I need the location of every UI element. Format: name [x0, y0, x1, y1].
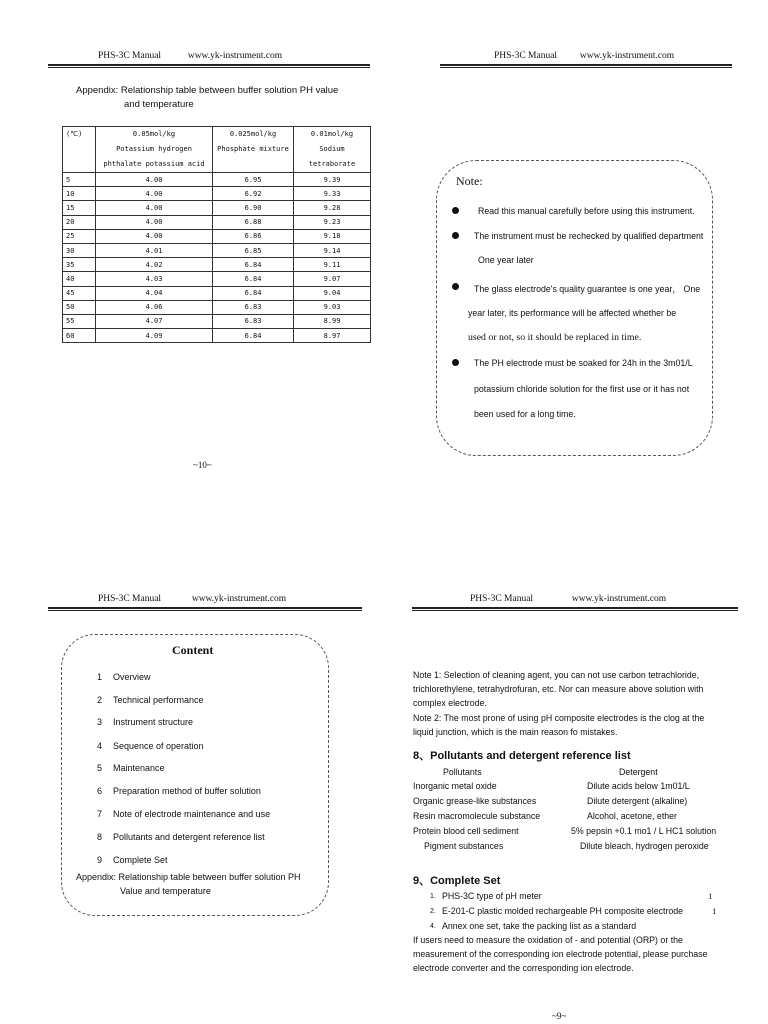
- table-cell: 6.95: [213, 173, 294, 187]
- table-cell: 4.00: [96, 201, 213, 215]
- table-cell: 4.06: [96, 300, 213, 314]
- table-header-tetraborate: 0.01mol/kg Sodium tetraborate: [294, 127, 371, 173]
- header-rule: [440, 64, 732, 68]
- detergent-cell: Alcohol, acetone, ether: [587, 811, 677, 821]
- table-cell: 6.88: [213, 215, 294, 229]
- orp-paragraph: If users need to measure the oxidation of - and potential (ORP) or the measurement of the corresponding ion electrode potential, please purchase electrode converter and the corresponding ion electrode.: [413, 935, 708, 973]
- table-cell: 9.04: [294, 286, 371, 300]
- table-cell: 6.83: [213, 300, 294, 314]
- toc-item: 2 Technical performance: [97, 695, 204, 705]
- table-cell: 30: [63, 243, 96, 257]
- note-line: Read this manual carefully before using this instrument.: [478, 206, 695, 216]
- complete-set-qty: 1: [712, 906, 717, 916]
- table-row: [63, 173, 371, 187]
- header-rule: [48, 64, 370, 68]
- table-row: [63, 272, 371, 286]
- bullet-icon: [452, 283, 459, 290]
- detergent-col-header: Detergent: [619, 767, 658, 777]
- header-rule: [48, 607, 362, 611]
- buffer-ph-table: [62, 126, 371, 343]
- table-header-phthalate: 0.05mol/kg Potassium hydrogen phthalate potassium acid: [96, 127, 213, 173]
- toc-item: 8 Pollutants and detergent reference list: [97, 832, 265, 842]
- table-cell: 9.18: [294, 229, 371, 243]
- section-9-heading: 9、Complete Set: [413, 875, 501, 887]
- bullet-icon: [452, 207, 459, 214]
- complete-set-item: PHS-3C type of pH meter: [442, 891, 542, 901]
- complete-set-item: Annex one set, take the packing list as a standard: [442, 921, 637, 931]
- table-cell: 4.01: [96, 243, 213, 257]
- table-cell: 4.04: [96, 286, 213, 300]
- toc-item: 1 Overview: [97, 672, 151, 682]
- table-cell: 4.02: [96, 258, 213, 272]
- detergent-cell: Dilute bleach, hydrogen peroxide: [580, 841, 709, 851]
- table-row: [63, 258, 371, 272]
- table-cell: 50: [63, 300, 96, 314]
- table-cell: 6.84: [213, 329, 294, 343]
- pollutant-cell: Inorganic metal oxide: [413, 781, 497, 791]
- note-line: The glass electrode's quality guarantee is one year， One: [474, 284, 701, 294]
- note-line: The instrument must be rechecked by qualified department: [474, 231, 704, 241]
- table-cell: 6.83: [213, 314, 294, 328]
- toc-appendix: Appendix: Relationship table between buffer solution PH: [76, 872, 301, 882]
- table-cell: 35: [63, 258, 96, 272]
- bullet-icon: [452, 232, 459, 239]
- header-model: PHS-3C Manual: [98, 51, 162, 61]
- header-url: www.yk-instrument.com: [187, 51, 283, 61]
- table-row: [63, 187, 371, 201]
- table-cell: 6.86: [213, 229, 294, 243]
- table-cell: 4.07: [96, 314, 213, 328]
- bullet-icon: [452, 359, 459, 366]
- toc-item: 6 Preparation method of buffer solution: [97, 786, 261, 796]
- toc-item: 7 Note of electrode maintenance and use: [97, 809, 271, 819]
- table-cell: 9.28: [294, 201, 371, 215]
- table-cell: 4.00: [96, 173, 213, 187]
- table-row: [63, 229, 371, 243]
- table-cell: 9.14: [294, 243, 371, 257]
- note-line: been used for a long time.: [474, 409, 576, 419]
- detergent-cell: Dilute detergent (alkaline): [587, 796, 688, 806]
- toc-item: 5 Maintenance: [97, 763, 165, 773]
- table-cell: 45: [63, 286, 96, 300]
- table-cell: 4.00: [96, 229, 213, 243]
- table-cell: 55: [63, 314, 96, 328]
- table-cell: 9.03: [294, 300, 371, 314]
- table-cell: 8.97: [294, 329, 371, 343]
- table-cell: 4.09: [96, 329, 213, 343]
- page-header: PHS-3C Manual www.yk-instrument.com: [470, 594, 667, 604]
- table-row: [63, 286, 371, 300]
- page-number-9: ~9~: [552, 1011, 567, 1021]
- table-cell: 5: [63, 173, 96, 187]
- content-title: Content: [172, 643, 214, 657]
- toc-appendix-line2: Value and temperature: [120, 886, 211, 896]
- table-cell: 6.85: [213, 243, 294, 257]
- complete-set-num: 1.: [430, 893, 436, 900]
- header-rule: [412, 607, 738, 611]
- note-line: The PH electrode must be soaked for 24h in the 3m01/L: [474, 358, 693, 368]
- table-row: [63, 201, 371, 215]
- toc-item: 9 Complete Set: [97, 855, 168, 865]
- pollutants-col-header: Pollutants: [443, 767, 482, 777]
- table-cell: 9.33: [294, 187, 371, 201]
- complete-set-qty: 1: [708, 891, 713, 901]
- pollutant-cell: Pigment substances: [424, 841, 504, 851]
- table-header-temp: (℃): [63, 127, 96, 173]
- table-cell: 20: [63, 215, 96, 229]
- table-cell: 10: [63, 187, 96, 201]
- note1-paragraph: Note 1: Selection of cleaning agent, you can not use carbon tetrachloride, trichlorethylene, tetrahydrofuran, etc. Nor can measure above solution with complex electrode.: [413, 670, 704, 708]
- pollutant-cell: Resin macromolecule substance: [413, 811, 541, 821]
- complete-set-num: 4.: [430, 923, 436, 930]
- complete-set-num: 2.: [430, 908, 436, 915]
- note-line: One year later: [478, 255, 534, 265]
- complete-set-item: E-201-C plastic molded rechargeable PH composite electrode: [442, 906, 684, 916]
- note-line: potassium chloride solution for the first use or it has not: [474, 384, 690, 394]
- table-cell: 6.84: [213, 286, 294, 300]
- table-cell: 15: [63, 201, 96, 215]
- detergent-cell: Dilute acids below 1m01/L: [587, 781, 690, 791]
- table-cell: 6.84: [213, 258, 294, 272]
- table-cell: 6.90: [213, 201, 294, 215]
- table-row: [63, 329, 371, 343]
- page-header: PHS-3C Manual www.yk-instrument.com: [98, 594, 287, 604]
- page-header: PHS-3C Manual www.yk-instrument.com: [494, 51, 675, 61]
- pollutant-cell: Protein blood cell sediment: [413, 826, 519, 836]
- table-row: [63, 215, 371, 229]
- note2-paragraph: Note 2: The most prone of using pH composite electrodes is the clog at the liquid junction, which is the main reason fo mistakes.: [413, 713, 705, 737]
- table-cell: 8.99: [294, 314, 371, 328]
- appendix-title: Appendix: Relationship table between buffer solution PH value and temperature: [76, 85, 339, 110]
- table-row: [63, 300, 371, 314]
- page-number-10: ~10~: [193, 460, 212, 470]
- table-cell: 40: [63, 272, 96, 286]
- table-cell: 9.23: [294, 215, 371, 229]
- table-header-row: [63, 127, 371, 173]
- table-cell: 9.11: [294, 258, 371, 272]
- table-cell: 25: [63, 229, 96, 243]
- table-cell: 6.92: [213, 187, 294, 201]
- page-header: [98, 51, 282, 61]
- toc-item: 3 Instrument structure: [97, 717, 194, 727]
- note-line: used or not, so it should be replaced in time.: [468, 332, 642, 343]
- table-cell: 4.00: [96, 215, 213, 229]
- table-cell: 6.84: [213, 272, 294, 286]
- section-8-heading: 8、Pollutants and detergent reference list: [413, 750, 631, 762]
- toc-item: 4 Sequence of operation: [97, 741, 204, 751]
- note-line: year later, its performance will be affected whether be: [468, 308, 677, 318]
- table-row: [63, 314, 371, 328]
- table-cell: 9.07: [294, 272, 371, 286]
- table-header-phosphate: 0.025mol/kg Phosphate mixture: [213, 127, 294, 173]
- table-cell: 4.00: [96, 187, 213, 201]
- table-cell: 9.39: [294, 173, 371, 187]
- table-row: [63, 243, 371, 257]
- table-cell: 60: [63, 329, 96, 343]
- table-cell: 4.03: [96, 272, 213, 286]
- pollutant-cell: Organic grease-like substances: [413, 796, 537, 806]
- detergent-cell: 5% pepsin +0.1 mo1 / L HC1 solution: [571, 826, 717, 836]
- note-title: Note:: [456, 174, 483, 188]
